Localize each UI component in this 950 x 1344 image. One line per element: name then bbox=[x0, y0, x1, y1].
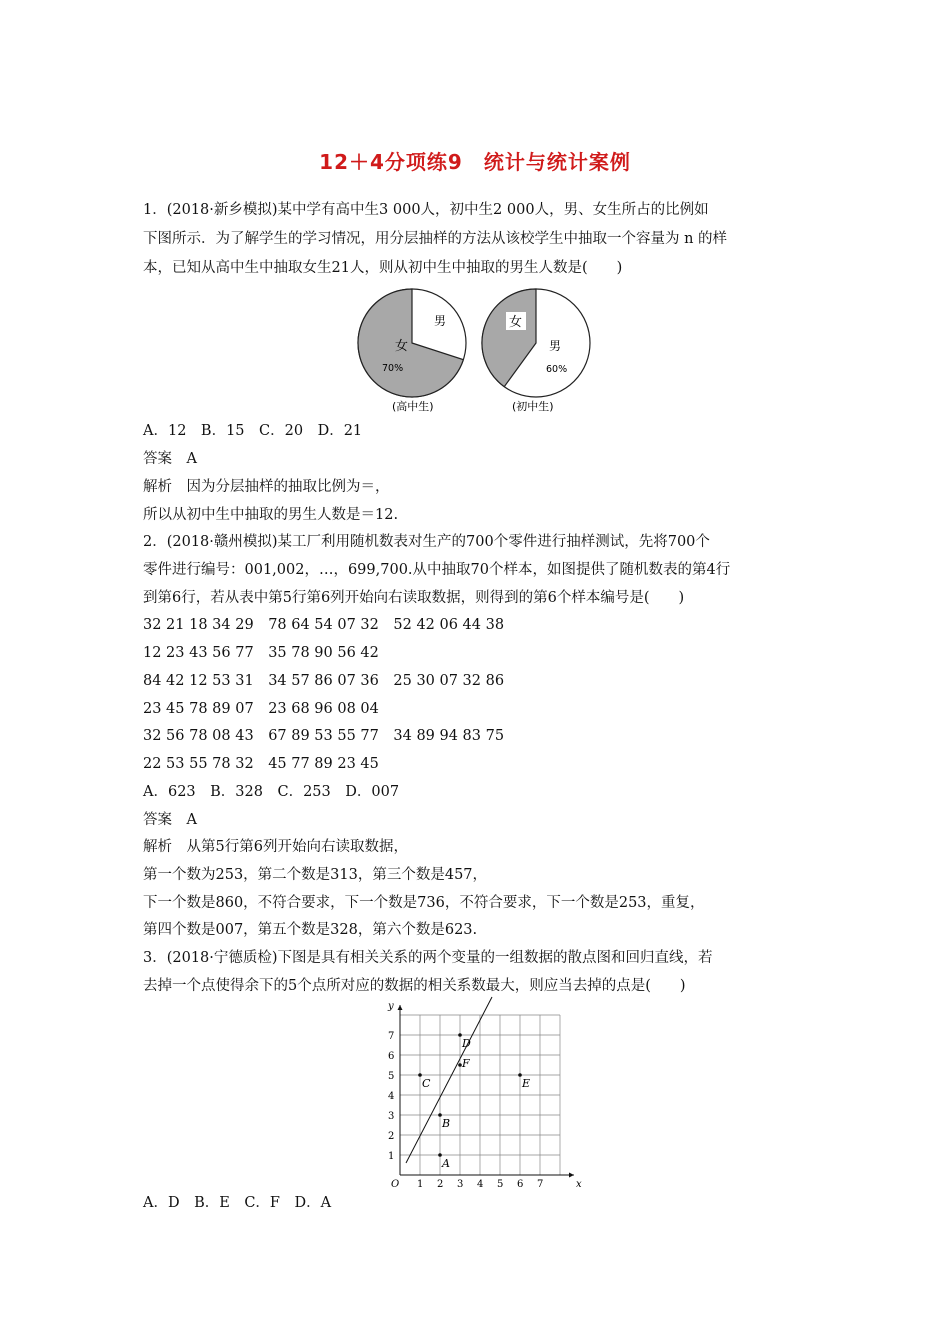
q3-options: A．D B．E C．F D．A bbox=[143, 1195, 332, 1211]
point-label: B bbox=[442, 1117, 451, 1130]
q2-stem-line-1: 2．(2018·赣州模拟)某工厂利用随机数表对生产的700个零件进行抽样测试，先将700个 bbox=[143, 534, 710, 550]
x-tick-label: 4 bbox=[477, 1179, 484, 1190]
y-axis-arrow bbox=[398, 1005, 403, 1010]
q1-stem-line-2: 下图所示．为了解学生的学习情况，用分层抽样的方法从该校学生中抽取一个容量为 n 的样 bbox=[143, 231, 728, 247]
x-tick-label: 1 bbox=[417, 1179, 424, 1190]
pie-high-school bbox=[358, 289, 466, 413]
y-tick-label: 6 bbox=[388, 1051, 395, 1062]
y-tick-label: 3 bbox=[388, 1111, 395, 1122]
y-tick-label: 2 bbox=[388, 1131, 395, 1142]
x-tick-label: 6 bbox=[517, 1179, 524, 1190]
q2-options: A．623 B．328 C．253 D．007 bbox=[143, 784, 400, 800]
x-tick-label: 2 bbox=[437, 1179, 444, 1190]
regression-line bbox=[406, 997, 492, 1163]
random-table-row: 84 42 12 53 31 34 57 86 07 36 25 30 07 32 86 bbox=[143, 673, 505, 689]
x-axis-arrow bbox=[569, 1173, 574, 1178]
q2-analysis-line-2: 第一个数为253，第二个数是313，第三个数是457， bbox=[143, 867, 488, 883]
pie-high-school-female-label: 女 bbox=[395, 339, 409, 354]
pie-middle-school bbox=[482, 289, 590, 413]
point-label: F bbox=[462, 1057, 470, 1070]
q2-stem-line-3: 到第6行，若从表中第5行第6列开始向右读取数据，则得到的第6个样本编号是( ) bbox=[143, 590, 685, 606]
pie-middle-school-male-pct: 60% bbox=[546, 364, 568, 375]
random-table-row: 22 53 55 78 32 45 77 89 23 45 bbox=[143, 756, 379, 772]
q1-analysis-line-2: 所以从初中生中抽取的男生人数是＝12. bbox=[143, 507, 399, 523]
random-table-row: 32 21 18 34 29 78 64 54 07 32 52 42 06 44 38 bbox=[143, 617, 505, 633]
pie-high-school-male-label: 男 bbox=[434, 314, 447, 328]
q1-pie-figure bbox=[350, 298, 600, 418]
page-title: 12＋4分项练9 统计与统计案例 bbox=[319, 150, 631, 174]
random-table-row: 32 56 78 08 43 67 89 53 55 77 34 89 94 83 75 bbox=[143, 728, 505, 744]
q3-stem-line-1: 3．(2018·宁德质检)下图是具有相关关系的两个变量的一组数据的散点图和回归直线，若 bbox=[143, 950, 713, 966]
x-tick-label: 7 bbox=[537, 1179, 544, 1190]
random-table-row: 12 23 43 56 77 35 78 90 56 42 bbox=[143, 645, 379, 661]
pie-high-school-caption: (高中生) bbox=[392, 400, 434, 413]
point-label: A bbox=[442, 1157, 450, 1170]
y-tick-label: 5 bbox=[388, 1071, 395, 1082]
point-label: E bbox=[522, 1077, 531, 1090]
q1-options: A．12 B．15 C．20 D．21 bbox=[143, 423, 363, 439]
y-tick-label: 4 bbox=[388, 1091, 395, 1102]
q2-analysis-line-3: 下一个数是860，不符合要求，下一个数是736，不符合要求，下一个数是253，重复， bbox=[143, 895, 705, 911]
x-tick-label: 5 bbox=[497, 1179, 504, 1190]
pie-middle-school-female-label: 女 bbox=[509, 315, 523, 330]
q3-scatter-plot bbox=[378, 1001, 582, 1190]
q2-analysis-line-4: 第四个数是007，第五个数是328，第六个数是623. bbox=[143, 922, 478, 938]
q1-stem-line-1: 1．(2018·新乡模拟)某中学有高中生3 000人，初中生2 000人，男、女生所占的比例如 bbox=[143, 202, 709, 218]
point-label: C bbox=[422, 1077, 431, 1090]
q3-stem-line-2: 去掉一个点使得余下的5个点所对应的数据的相关系数最大，则应当去掉的点是( ) bbox=[143, 978, 686, 994]
q1-analysis-line-1: 解析 因为分层抽样的抽取比例为＝， bbox=[143, 479, 390, 495]
y-tick-label: 1 bbox=[388, 1151, 395, 1162]
q2-stem-line-2: 零件进行编号：001,002，…，699,700.从中抽取70个样本，如图提供了随机数表的第4行 bbox=[143, 562, 731, 578]
y-axis-label: y bbox=[388, 1001, 394, 1012]
q1-answer: 答案 A bbox=[143, 451, 197, 467]
random-table-row: 23 45 78 89 07 23 68 96 08 04 bbox=[143, 701, 379, 717]
pie-middle-school-caption: (初中生) bbox=[512, 400, 554, 413]
x-tick-label: 3 bbox=[457, 1179, 464, 1190]
pie-high-school-female-pct: 70% bbox=[382, 363, 404, 374]
pie-middle-school-male-label: 男 bbox=[549, 339, 562, 353]
q2-analysis-line-1: 解析 从第5行第6列开始向右读取数据， bbox=[143, 839, 408, 855]
x-axis-label: x bbox=[576, 1179, 582, 1190]
q1-stem-line-3: 本，已知从高中生中抽取女生21人，则从初中生中抽取的男生人数是( ) bbox=[143, 260, 623, 276]
origin-label: O bbox=[391, 1179, 400, 1190]
point-label: D bbox=[462, 1037, 471, 1050]
y-tick-label: 7 bbox=[388, 1031, 395, 1042]
q2-answer: 答案 A bbox=[143, 812, 197, 828]
